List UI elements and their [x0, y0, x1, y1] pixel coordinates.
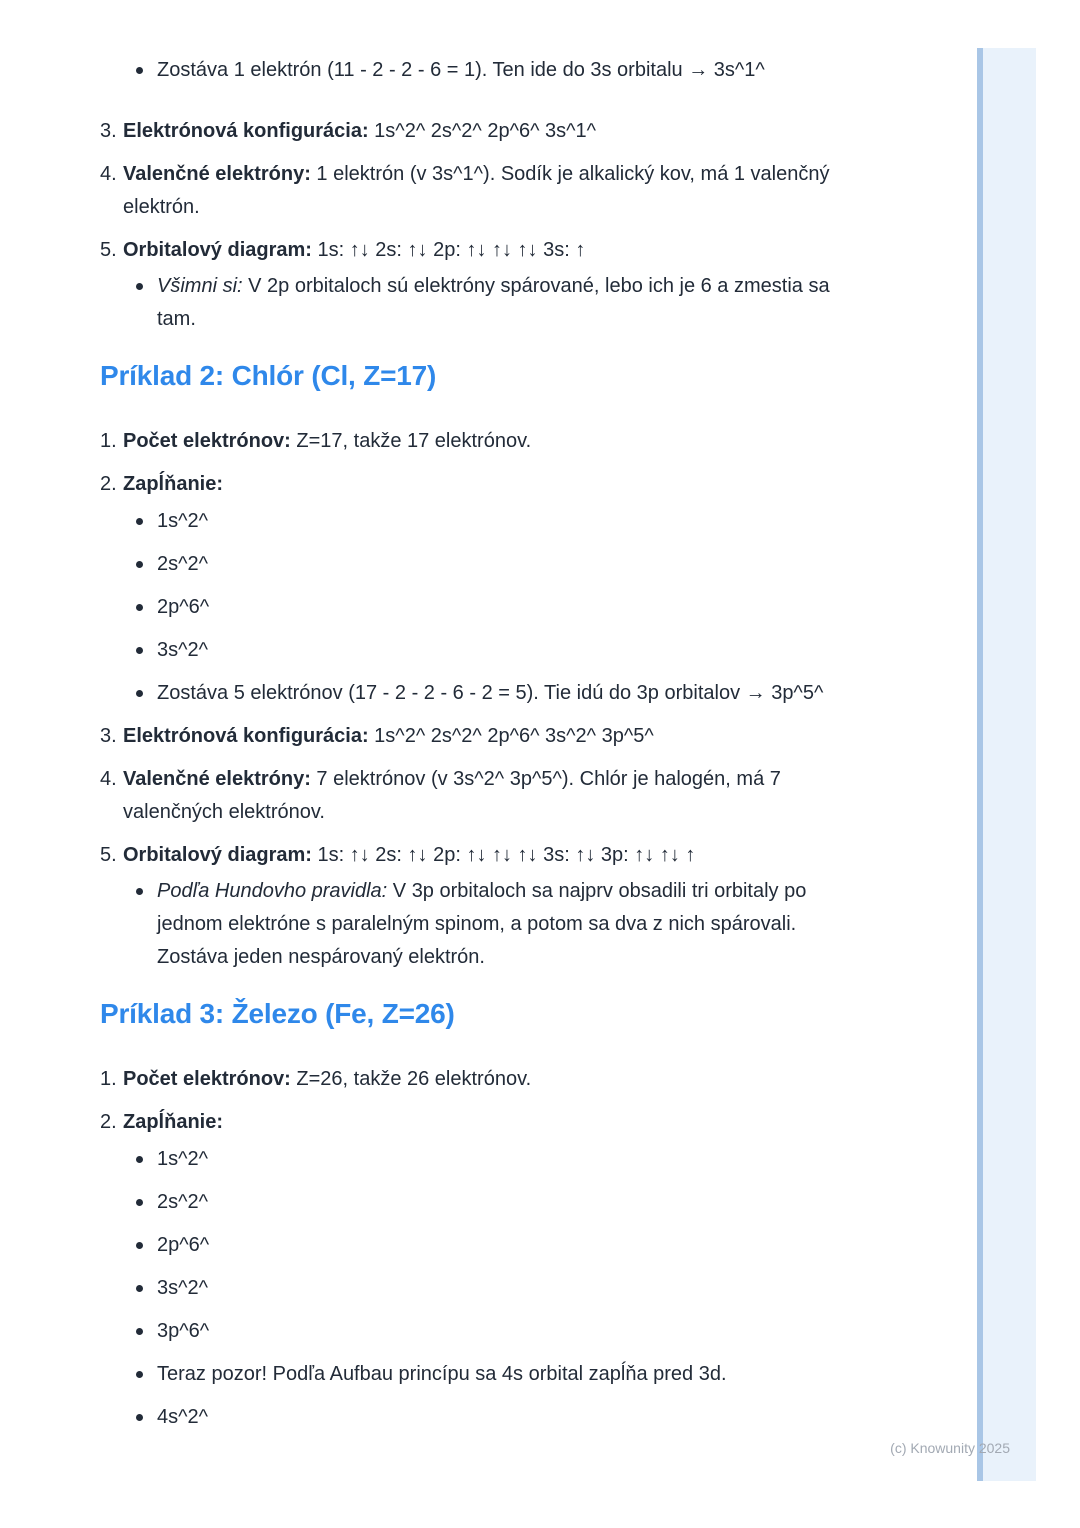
- item-number: 2.: [100, 473, 117, 495]
- numbered-item-valence-electrons: [100, 158, 848, 224]
- numbered-item-electron-config: [100, 115, 848, 148]
- item-number: 2.: [100, 1111, 117, 1133]
- note-lead: Všimni si:: [157, 275, 243, 297]
- item-number: 5.: [100, 239, 117, 261]
- item-body: [123, 468, 848, 501]
- remainder-bullet-list: [100, 54, 848, 87]
- note-lead: Podľa Hundovho pravidla:: [157, 880, 388, 902]
- filling-steps-list: [100, 1143, 848, 1434]
- item-label: Orbitalový diagram:: [123, 239, 312, 261]
- bullet-text: Zostáva 5 elektrónov (17 - 2 - 2 - 6 - 2 = 5). Tie idú do 3p orbitalov → 3p^5^: [157, 682, 824, 704]
- item-number: 3.: [100, 725, 117, 747]
- filling-steps-list: [100, 505, 848, 710]
- item-body: [123, 720, 848, 753]
- bullet-text: 2s^2^: [157, 553, 209, 575]
- note-text: V 2p orbitaloch sú elektróny spárované, lebo ich je 6 a zmestia sa tam.: [157, 275, 830, 330]
- numbered-item-orbital-diagram: [100, 839, 848, 872]
- item-label: Počet elektrónov:: [123, 1068, 291, 1090]
- note-bullet-list: [100, 270, 848, 336]
- section-heading-example3: Príklad 3: Železo (Fe, Z=26): [100, 998, 455, 1029]
- list-item: [100, 54, 848, 87]
- numbered-item-electron-count: [100, 1063, 848, 1096]
- list-item: [100, 677, 848, 710]
- bullet-text: 3s^2^: [157, 1277, 209, 1299]
- item-body: [123, 115, 848, 148]
- bullet-text: 3p^6^: [157, 1320, 210, 1342]
- list-item: [100, 548, 848, 581]
- list-item: [100, 1229, 848, 1262]
- list-item: [100, 591, 848, 624]
- numbered-item-filling: [100, 468, 848, 501]
- list-item: [100, 1358, 848, 1391]
- list-item: [100, 1143, 848, 1176]
- list-item: [100, 634, 848, 667]
- item-label: Valenčné elektróny:: [123, 768, 311, 790]
- item-number: 1.: [100, 430, 117, 452]
- numbered-item-filling: [100, 1106, 848, 1139]
- bullet-text: 4s^2^: [157, 1406, 209, 1428]
- item-body: [123, 425, 848, 458]
- item-text: 1s: ↑↓ 2s: ↑↓ 2p: ↑↓ ↑↓ ↑↓ 3s: ↑: [311, 239, 586, 261]
- item-body: [123, 763, 848, 829]
- list-item: [100, 1272, 848, 1305]
- item-body: [123, 158, 848, 224]
- numbered-item-electron-config: [100, 720, 848, 753]
- numbered-item-orbital-diagram: [100, 234, 848, 267]
- item-label: Elektrónová konfigurácia:: [123, 120, 369, 142]
- item-text: 1 elektrón (v 3s^1^). Sodík je alkalický kov, má 1 valenčný elektrón.: [123, 163, 830, 218]
- item-number: 4.: [100, 163, 117, 185]
- bullet-text: 1s^2^: [157, 510, 209, 532]
- item-body: [123, 839, 848, 872]
- item-number: 3.: [100, 120, 117, 142]
- item-text: 7 elektrónov (v 3s^2^ 3p^5^). Chlór je halogén, má 7 valenčných elektrónov.: [123, 768, 781, 823]
- item-label: Zapĺňanie:: [123, 473, 224, 495]
- bullet-text: 2p^6^: [157, 596, 210, 618]
- bullet-text: 2p^6^: [157, 1234, 210, 1256]
- numbered-item-electron-count: [100, 425, 848, 458]
- item-label: Počet elektrónov:: [123, 430, 291, 452]
- section-heading-example2: Príklad 2: Chlór (Cl, Z=17): [100, 360, 437, 391]
- note-text: V 3p orbitaloch sa najprv obsadili tri orbitaly po jednom elektróne s paralelným spinom, a potom sa dva z nich spárovali. Zostáva jeden nespárovaný elektrón.: [157, 880, 807, 968]
- item-body: [123, 234, 848, 267]
- list-item: [100, 875, 848, 974]
- bullet-text: Zostáva 1 elektrón (11 - 2 - 2 - 6 = 1). Ten ide do 3s orbitalu → 3s^1^: [157, 59, 765, 81]
- list-item: [100, 1186, 848, 1219]
- item-number: 5.: [100, 844, 117, 866]
- bullet-text: 3s^2^: [157, 639, 209, 661]
- list-item: [100, 505, 848, 538]
- page-edge-panel: [983, 48, 1036, 1481]
- item-body: [123, 1063, 848, 1096]
- bullet-text: 2s^2^: [157, 1191, 209, 1213]
- item-label: Orbitalový diagram:: [123, 844, 312, 866]
- item-text: 1s^2^ 2s^2^ 2p^6^ 3s^2^ 3p^5^: [368, 725, 654, 747]
- item-label: Zapĺňanie:: [123, 1111, 224, 1133]
- list-item: [100, 1315, 848, 1348]
- bullet-text: 1s^2^: [157, 1148, 209, 1170]
- item-number: 1.: [100, 1068, 117, 1090]
- list-item: [100, 270, 848, 336]
- item-text: 1s: ↑↓ 2s: ↑↓ 2p: ↑↓ ↑↓ ↑↓ 3s: ↑↓ 3p: ↑↓ ↑↓ ↑: [311, 844, 696, 866]
- item-text: Z=17, takže 17 elektrónov.: [290, 430, 532, 452]
- item-label: Valenčné elektróny:: [123, 163, 311, 185]
- list-item: [100, 1401, 848, 1434]
- item-body: [123, 1106, 848, 1139]
- copyright-watermark: (c) Knowunity 2025: [890, 1440, 1010, 1456]
- item-label: Elektrónová konfigurácia:: [123, 725, 369, 747]
- item-text: 1s^2^ 2s^2^ 2p^6^ 3s^1^: [368, 120, 597, 142]
- note-bullet-list: [100, 875, 848, 974]
- item-number: 4.: [100, 768, 117, 790]
- item-text: Z=26, takže 26 elektrónov.: [290, 1068, 532, 1090]
- numbered-item-valence-electrons: [100, 763, 848, 829]
- bullet-text: Teraz pozor! Podľa Aufbau princípu sa 4s orbital zapĺňa pred 3d.: [157, 1363, 727, 1385]
